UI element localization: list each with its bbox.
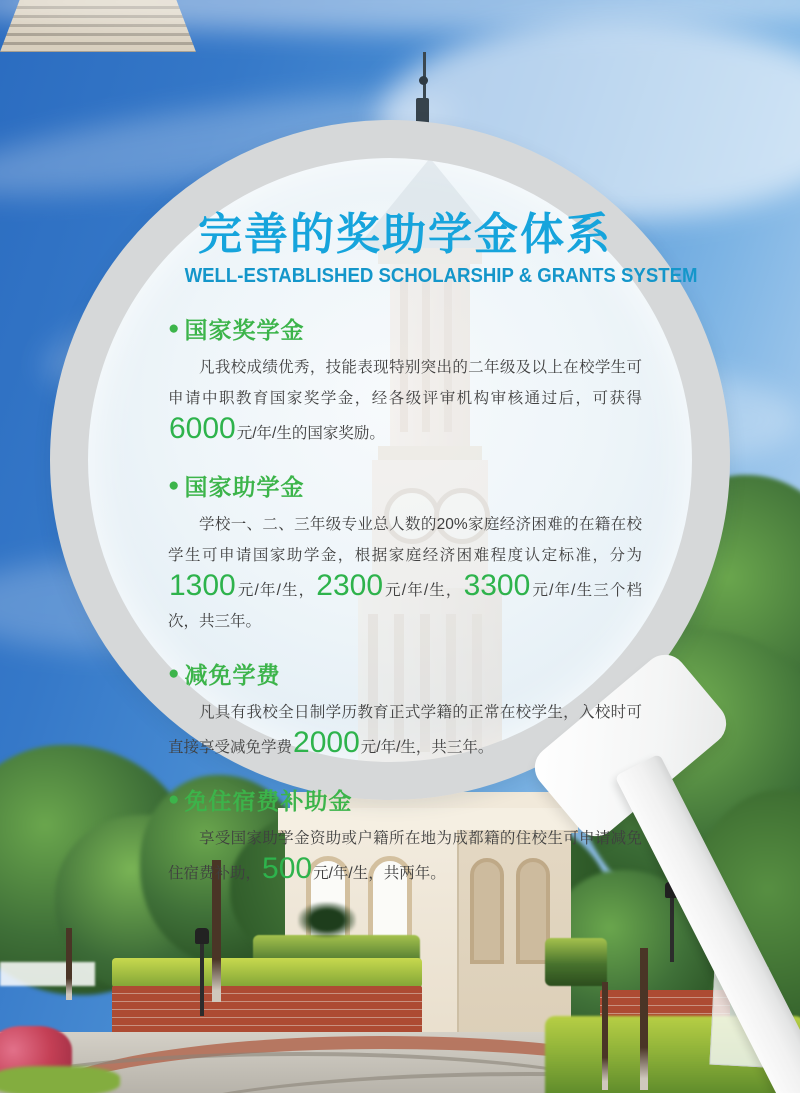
section-heading (168, 657, 642, 690)
body-text: 学校一、二、三年级专业总人数的20%家庭经济困难的在籍在校学生可申请国家助学金，根据家庭经济困难程度认定标准，分为 (168, 515, 642, 564)
page-subtitle: WELL-ESTABLISHED SCHOLARSHIP & GRANTS SYSTEM (184, 264, 698, 287)
body-text: 元/年/生三个档次，共三年。 (168, 581, 642, 630)
section-body (168, 352, 642, 449)
bullet-icon: ● (168, 788, 180, 810)
grass-strip (0, 1066, 120, 1093)
lens-content (168, 210, 698, 909)
hedge (545, 938, 607, 986)
tree-trunk (640, 948, 648, 1090)
section-body (168, 509, 642, 637)
body-text: 元/年/生，共三年。 (360, 738, 494, 756)
spire-base (416, 98, 429, 124)
body-text: 元/年/生， (236, 581, 316, 599)
section-heading-label: 国家助学金 (184, 473, 305, 500)
sections (168, 312, 642, 889)
amount-value: 500 (262, 851, 313, 885)
section-heading-label: 国家奖学金 (184, 316, 305, 343)
body-text: 凡我校成绩优秀，技能表现特别突出的二年级及以上在校学生可申请中职教育国家奖学金，经各级评审机构审核通过后，可获得 (168, 358, 642, 407)
scholarship-section (168, 469, 642, 637)
section-body (168, 697, 642, 763)
body-text: 享受国家助学金资助或户籍所在地为成都籍的住校生可申请减免住宿费补助， (168, 829, 642, 882)
section-body (168, 823, 642, 889)
bullet-icon: ● (168, 662, 180, 684)
tree-trunk (66, 928, 72, 1000)
scholarship-section (168, 657, 642, 763)
bullet-icon: ● (168, 317, 180, 339)
lamp-post (200, 942, 204, 1016)
body-text: 元/年/生的国家奖励。 (236, 424, 385, 442)
body-text: 凡具有我校全日制学历教育正式学籍的正常在校学生，入校时可直接享受减免学费 (168, 703, 642, 756)
bullet-icon: ● (168, 474, 180, 496)
scholarship-section (168, 783, 642, 889)
lamp-post (670, 896, 674, 962)
section-heading (168, 469, 642, 502)
page-title: 完善的奖助学金体系 (198, 210, 612, 259)
amount-value: 2300 (316, 568, 384, 602)
section-heading-label: 减免学费 (184, 661, 281, 688)
hedge (112, 958, 422, 988)
body-text: 元/年/生， (384, 581, 463, 599)
section-heading-label: 免住宿费补助金 (184, 787, 353, 814)
amount-value: 1300 (169, 568, 236, 602)
tree-trunk (602, 982, 608, 1090)
lamp-head (195, 928, 209, 944)
scholarship-section (168, 312, 642, 449)
section-heading (168, 312, 642, 345)
section-heading (168, 783, 642, 816)
amount-value: 3300 (463, 568, 531, 602)
amount-value: 6000 (169, 411, 236, 445)
spire-finial (419, 76, 428, 85)
amount-value: 2000 (293, 725, 360, 759)
white-fence (0, 962, 95, 986)
body-text: 元/年/生，共两年。 (313, 864, 446, 882)
